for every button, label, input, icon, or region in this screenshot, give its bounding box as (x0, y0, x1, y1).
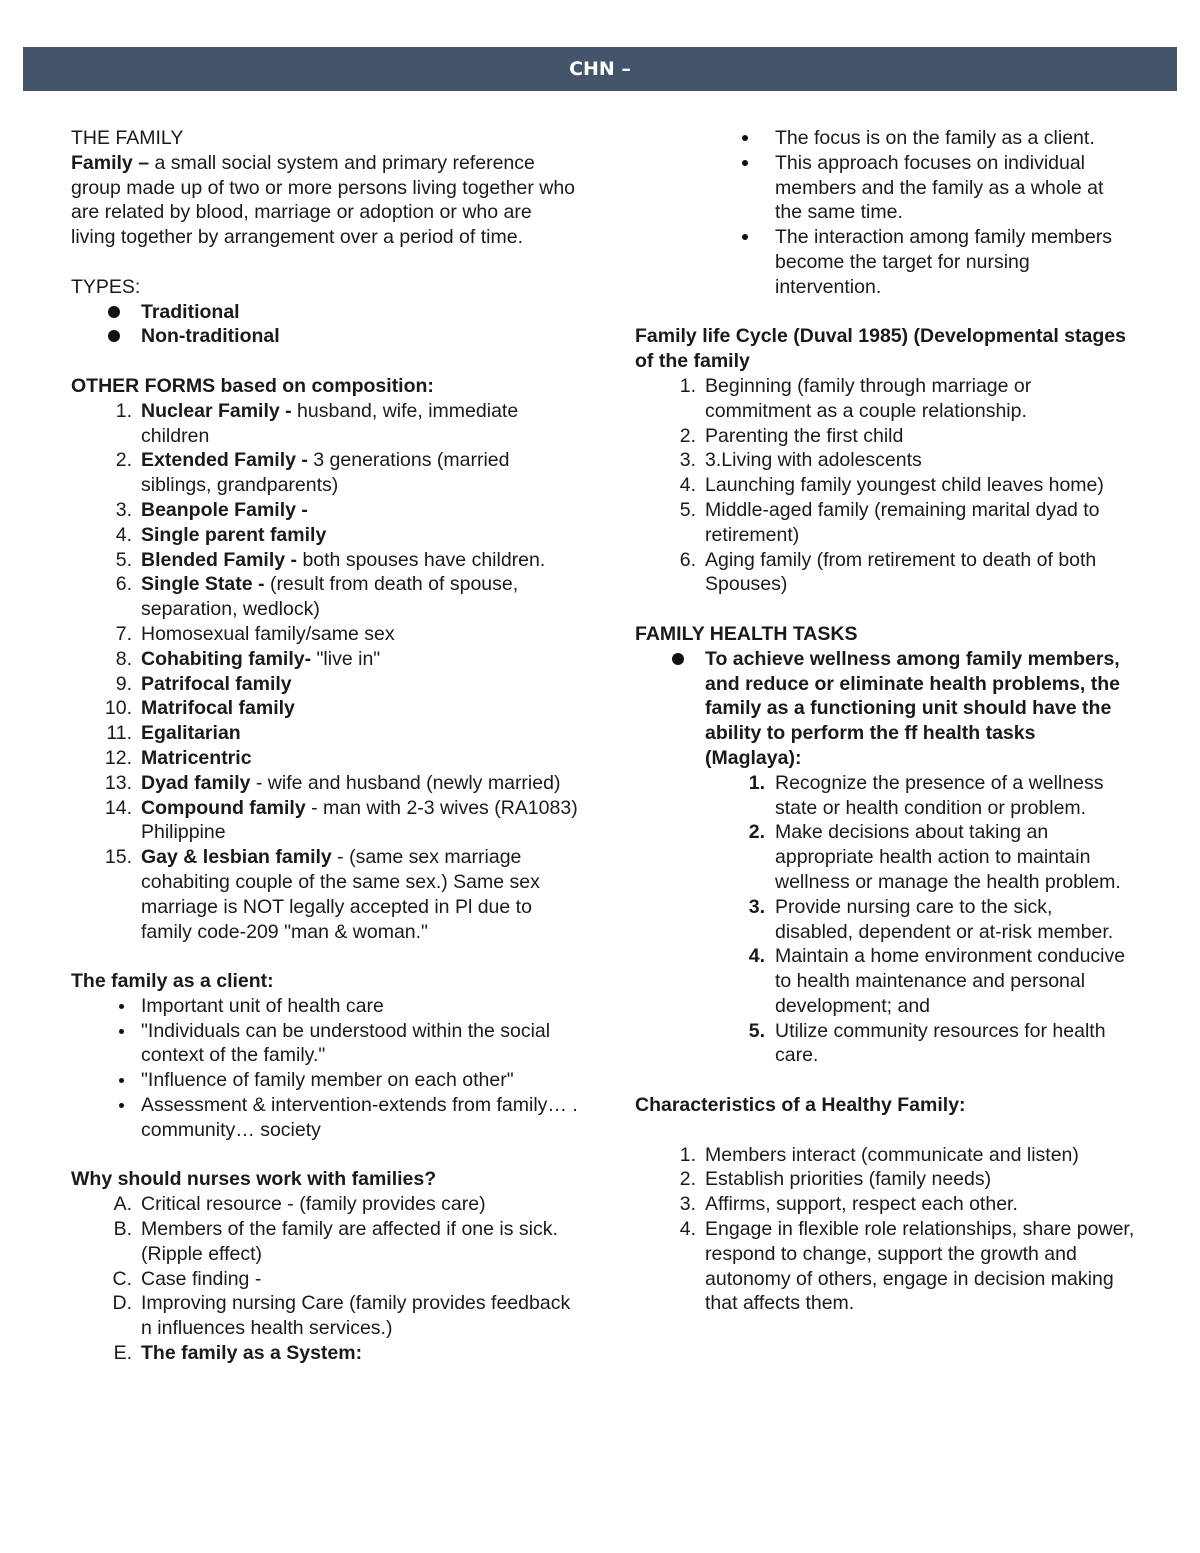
list-text (141, 672, 581, 697)
list-item (635, 895, 1135, 945)
section-heading-other-forms: OTHER FORMS based on composition: (71, 374, 434, 397)
list-number: 1. (679, 374, 696, 397)
section-heading-health-tasks: FAMILY HEALTH TASKS (635, 622, 858, 645)
list-number: 5. (679, 498, 696, 521)
list-number: 11. (106, 722, 132, 745)
list-item (71, 548, 581, 573)
list-text (141, 696, 581, 721)
list-item (635, 151, 1135, 225)
list-text: Affirms, support, respect each other. (705, 1193, 1018, 1216)
list-number: 3. (115, 498, 132, 521)
client-list (71, 994, 581, 1143)
list-item (71, 746, 581, 771)
form-name: Matricentric (141, 746, 252, 769)
list-number: 1. (748, 771, 765, 794)
list-item (635, 1167, 1135, 1192)
list-item (71, 1093, 581, 1143)
bullet-icon (635, 647, 705, 771)
list-number: 13. (104, 771, 132, 794)
list-item (71, 721, 581, 746)
list-text (141, 796, 581, 846)
list-item (635, 1019, 1135, 1069)
form-name: Egalitarian (141, 722, 241, 745)
list-item (71, 845, 581, 944)
list-number: 4. (115, 523, 132, 546)
list-number: 2. (679, 424, 696, 447)
list-number: 14. (104, 796, 132, 819)
health-tasks-list (635, 771, 1135, 1069)
type-label: Non-traditional (141, 325, 280, 348)
list-number: 2. (748, 821, 765, 844)
list-text: Recognize the presence of a wellness state or health condition or problem. (775, 771, 1104, 819)
list-text: Members interact (communicate and listen) (705, 1143, 1079, 1166)
list-text: Parenting the first child (705, 424, 904, 447)
form-description: (result from death of spouse, separation, wedlock) (141, 573, 519, 621)
section-heading-the-family: THE FAMILY (71, 127, 184, 149)
list-item (635, 771, 1135, 821)
list-item (71, 523, 581, 548)
left-column (71, 126, 581, 1366)
list-text: This approach focuses on individual members and the family as a whole at the same time. (775, 151, 1104, 224)
list-number: 4. (748, 945, 765, 968)
list-item (71, 1291, 581, 1341)
list-letter: A. (113, 1193, 132, 1216)
form-name: Gay & lesbian family (141, 846, 332, 869)
healthy-family-list (635, 1143, 1135, 1317)
list-text: Critical resource - (family provides care) (141, 1193, 486, 1216)
list-letter: C. (112, 1267, 132, 1290)
list-item (71, 300, 581, 325)
list-text: Make decisions about taking an appropriate health action to maintain wellness or manage the health problem. (775, 821, 1121, 893)
list-number: 2. (679, 1168, 696, 1191)
list-item (71, 399, 581, 449)
list-number: 7. (115, 622, 132, 645)
list-text: Middle-aged family (remaining marital dyad to retirement) (705, 498, 1100, 546)
list-number: 9. (115, 672, 132, 695)
form-name: Extended Family - (141, 449, 308, 472)
section-heading-family-as-client: The family as a client: (71, 970, 274, 993)
list-number: 15. (104, 846, 132, 869)
list-number: 10. (104, 697, 132, 720)
list-text (141, 622, 581, 647)
form-name: Compound family (141, 796, 306, 819)
list-number: 6. (115, 573, 132, 596)
list-item (635, 820, 1135, 894)
form-name: Beanpole Family - (141, 498, 308, 521)
list-item (71, 1192, 581, 1217)
list-text (141, 523, 581, 548)
list-text: Case finding - (141, 1267, 262, 1290)
section-heading-types: TYPES: (71, 275, 141, 298)
life-cycle-list (635, 374, 1135, 597)
list-text: The interaction among family members become the target for nursing intervention. (775, 226, 1113, 298)
list-item (71, 1217, 581, 1267)
list-number: 3. (679, 449, 696, 472)
list-item (71, 572, 581, 622)
form-description: "live in" (311, 647, 381, 670)
list-item (635, 473, 1135, 498)
list-number: 5. (115, 548, 132, 571)
list-number: 6. (679, 548, 696, 571)
list-text (141, 647, 581, 672)
list-number: 12. (104, 746, 132, 769)
form-description: - wife and husband (newly married) (250, 771, 561, 794)
right-column (635, 126, 1135, 1316)
form-name: Blended Family - (141, 548, 298, 571)
list-number: 4. (679, 474, 696, 497)
form-description: husband, wife, immediate children (141, 399, 519, 447)
form-description: Homosexual family/same sex (141, 622, 395, 645)
form-name: Single State - (141, 573, 265, 596)
list-number: 8. (115, 647, 132, 670)
list-text (141, 572, 581, 622)
form-description: - man with 2-3 wives (RA1083) Philippine (141, 796, 578, 844)
list-item (71, 1019, 581, 1069)
list-item (71, 672, 581, 697)
list-text: The family as a System: (141, 1342, 363, 1365)
list-item (71, 1341, 581, 1366)
list-item (635, 1143, 1135, 1168)
form-description: - (same sex marriage cohabiting couple of the same sex.) Same sex marriage is NOT legally accepted in Pl due to family code-209 "man & woman." (141, 846, 540, 943)
list-text (141, 771, 581, 796)
list-text (141, 548, 581, 573)
list-text: Launching family youngest child leaves home) (705, 474, 1104, 497)
list-number: 1. (115, 399, 132, 422)
family-definition-text: a small social system and primary reference group made up of two or more persons living together who are related by blood, marriage or adoption or who are living together by arrangement over a period of time. (71, 151, 576, 249)
form-name: Dyad family (141, 771, 251, 794)
list-text: Assessment & intervention-extends from family… . community… society (141, 1094, 578, 1141)
section-heading-healthy-family: Characteristics of a Healthy Family: (635, 1094, 966, 1117)
bullet-icon (635, 126, 775, 151)
list-text: "Influence of family member on each other" (141, 1069, 514, 1092)
list-item (71, 647, 581, 672)
list-number: 3. (748, 895, 765, 918)
list-letter: D. (112, 1292, 132, 1315)
list-text (141, 399, 581, 449)
list-text (141, 721, 581, 746)
list-text (141, 746, 581, 771)
list-number: 3. (679, 1193, 696, 1216)
list-text: Maintain a home environment conducive to health maintenance and personal development; and (775, 945, 1126, 1017)
why-list (71, 1192, 581, 1366)
list-item (635, 944, 1135, 1018)
list-item (635, 448, 1135, 473)
bullet-icon (71, 1019, 141, 1069)
list-item (71, 696, 581, 721)
list-number: 1. (679, 1143, 696, 1166)
list-text: Provide nursing care to the sick, disabled, dependent or at-risk member. (775, 895, 1114, 943)
other-forms-list (71, 399, 581, 945)
list-item (635, 126, 1135, 151)
list-text: The focus is on the family as a client. (775, 127, 1095, 149)
list-text (141, 448, 581, 498)
list-item (71, 498, 581, 523)
bullet-icon (71, 1093, 141, 1143)
form-name: Matrifocal family (141, 697, 295, 720)
list-text (141, 498, 581, 523)
bullet-icon (71, 994, 141, 1019)
form-description: both spouses have children. (297, 548, 546, 571)
list-item (71, 448, 581, 498)
list-item (635, 1217, 1135, 1316)
form-name: Cohabiting family- (141, 647, 312, 670)
list-item (635, 1192, 1135, 1217)
list-letter: E. (113, 1342, 132, 1365)
list-item (635, 424, 1135, 449)
family-definition (71, 151, 581, 250)
bullet-icon (635, 225, 775, 299)
list-item (71, 622, 581, 647)
list-item (635, 647, 1135, 771)
list-item (635, 548, 1135, 598)
list-number: 4. (679, 1218, 696, 1241)
family-term: Family – (71, 151, 150, 174)
family-system-list (635, 126, 1135, 300)
list-item (71, 324, 581, 349)
list-text: Improving nursing Care (family provides feedback n influences health services.) (141, 1292, 571, 1340)
list-text: Members of the family are affected if one is sick. (Ripple effect) (141, 1218, 558, 1265)
list-text: 3.Living with adolescents (705, 449, 922, 472)
bullet-icon (71, 324, 141, 349)
list-item (635, 498, 1135, 548)
list-text: Beginning (family through marriage or commitment as a couple relationship. (705, 374, 1032, 422)
list-text: Establish priorities (family needs) (705, 1168, 992, 1191)
list-item (71, 994, 581, 1019)
page-title: CHN – (569, 58, 631, 80)
section-heading-life-cycle: Family life Cycle (Duval 1985) (Developmental stages of the family (635, 325, 1126, 373)
list-item (71, 771, 581, 796)
bullet-icon (635, 151, 775, 225)
form-name: Nuclear Family - (141, 399, 292, 422)
list-text: Utilize community resources for health care. (775, 1019, 1106, 1067)
list-item (71, 1267, 581, 1292)
page-header-bar (23, 47, 1177, 91)
list-text: Important unit of health care (141, 994, 384, 1017)
form-description: 3 generations (married siblings, grandparents) (141, 449, 510, 497)
list-text: Aging family (from retirement to death of both Spouses) (705, 548, 1097, 596)
bullet-icon (71, 1068, 141, 1093)
list-text (141, 845, 581, 944)
list-item (71, 796, 581, 846)
form-name: Patrifocal family (141, 672, 292, 695)
type-label: Traditional (141, 300, 240, 323)
bullet-icon (71, 300, 141, 325)
list-item (635, 225, 1135, 299)
list-letter: B. (113, 1218, 132, 1241)
list-text: Engage in flexible role relationships, share power, respond to change, support the growth and autonomy of others, engage in decision making that affects them. (705, 1218, 1135, 1315)
list-number: 5. (748, 1019, 765, 1042)
health-tasks-intro: To achieve wellness among family members, and reduce or eliminate health problems, the family as a functioning unit should have the ability to perform the ff health tasks (Maglaya): (705, 647, 1121, 769)
list-item (635, 374, 1135, 424)
section-heading-why-nurses: Why should nurses work with families? (71, 1168, 437, 1191)
list-text: "Individuals can be understood within the social context of the family." (141, 1019, 551, 1067)
list-item (71, 1068, 581, 1093)
list-number: 2. (115, 449, 132, 472)
form-name: Single parent family (141, 523, 327, 546)
